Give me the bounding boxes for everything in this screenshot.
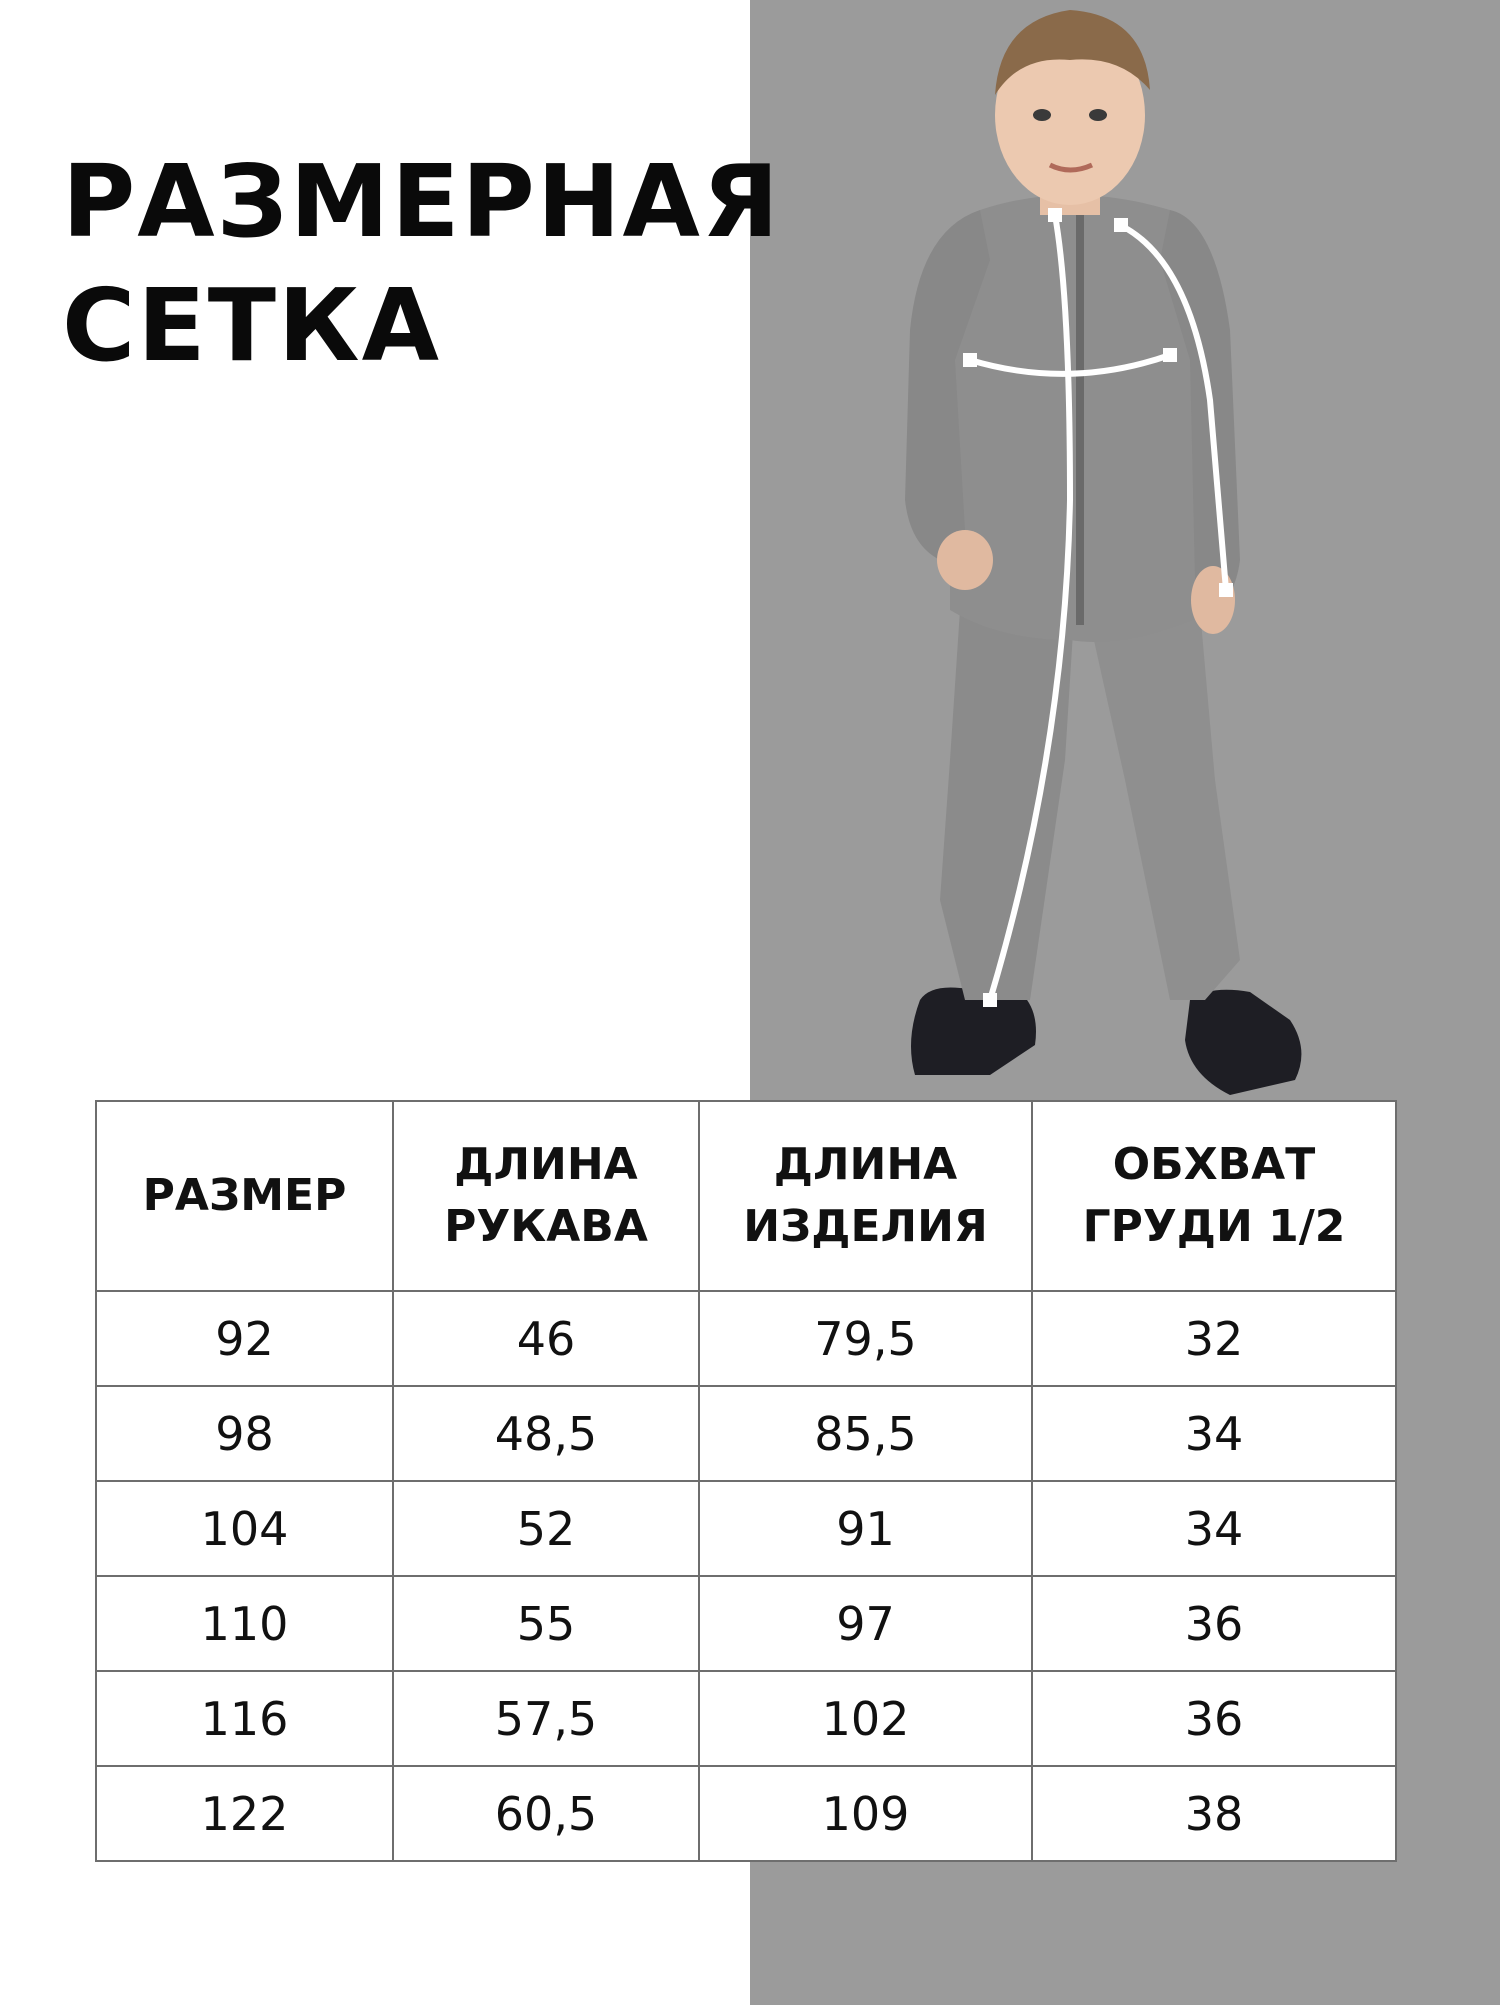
cell-half-chest: 32 — [1032, 1291, 1396, 1386]
left-hand — [937, 530, 993, 590]
cell-sleeve-length: 46 — [393, 1291, 699, 1386]
measure-marker — [963, 353, 977, 367]
header-half-chest: ОБХВАТ ГРУДИ 1/2 — [1032, 1101, 1396, 1291]
measure-marker — [1163, 348, 1177, 362]
cell-garment-length: 102 — [699, 1671, 1032, 1766]
table-row — [96, 1481, 1396, 1576]
cell-garment-length: 79,5 — [699, 1291, 1032, 1386]
cell-half-chest: 36 — [1032, 1671, 1396, 1766]
cell-size: 104 — [96, 1481, 393, 1576]
cell-sleeve-length: 57,5 — [393, 1671, 699, 1766]
header-size: РАЗМЕР — [96, 1101, 393, 1291]
cell-garment-length: 91 — [699, 1481, 1032, 1576]
header-garment-length: ДЛИНА ИЗДЕЛИЯ — [699, 1101, 1032, 1291]
table-row — [96, 1386, 1396, 1481]
cell-half-chest: 34 — [1032, 1386, 1396, 1481]
cell-garment-length: 97 — [699, 1576, 1032, 1671]
table-row — [96, 1671, 1396, 1766]
right-leg — [1085, 600, 1240, 1000]
cell-sleeve-length: 60,5 — [393, 1766, 699, 1861]
cell-size: 98 — [96, 1386, 393, 1481]
title-line-2: СЕТКА — [62, 267, 442, 384]
cell-size: 110 — [96, 1576, 393, 1671]
right-hand — [1191, 566, 1235, 634]
table-header-row — [96, 1101, 1396, 1291]
cell-sleeve-length: 52 — [393, 1481, 699, 1576]
table-row — [96, 1576, 1396, 1671]
left-shoe — [911, 988, 1036, 1076]
measure-marker — [1048, 208, 1062, 222]
cell-half-chest: 36 — [1032, 1576, 1396, 1671]
header-sleeve-length: ДЛИНА РУКАВА — [393, 1101, 699, 1291]
cell-size: 92 — [96, 1291, 393, 1386]
cell-garment-length: 85,5 — [699, 1386, 1032, 1481]
cell-size: 122 — [96, 1766, 393, 1861]
right-eye — [1089, 109, 1107, 121]
right-shoe — [1185, 990, 1301, 1095]
title-line-1: РАЗМЕРНАЯ — [62, 143, 781, 260]
size-chart-table — [95, 1100, 1397, 1862]
measure-marker — [1219, 583, 1233, 597]
measure-marker — [983, 993, 997, 1007]
cell-half-chest: 38 — [1032, 1766, 1396, 1861]
cell-sleeve-length: 55 — [393, 1576, 699, 1671]
measure-marker — [1114, 218, 1128, 232]
cell-half-chest: 34 — [1032, 1481, 1396, 1576]
cell-sleeve-length: 48,5 — [393, 1386, 699, 1481]
table-row — [96, 1766, 1396, 1861]
cell-size: 116 — [96, 1671, 393, 1766]
cell-garment-length: 109 — [699, 1766, 1032, 1861]
model-photo — [870, 0, 1330, 1095]
page-title — [62, 140, 781, 388]
left-eye — [1033, 109, 1051, 121]
table-row — [96, 1291, 1396, 1386]
